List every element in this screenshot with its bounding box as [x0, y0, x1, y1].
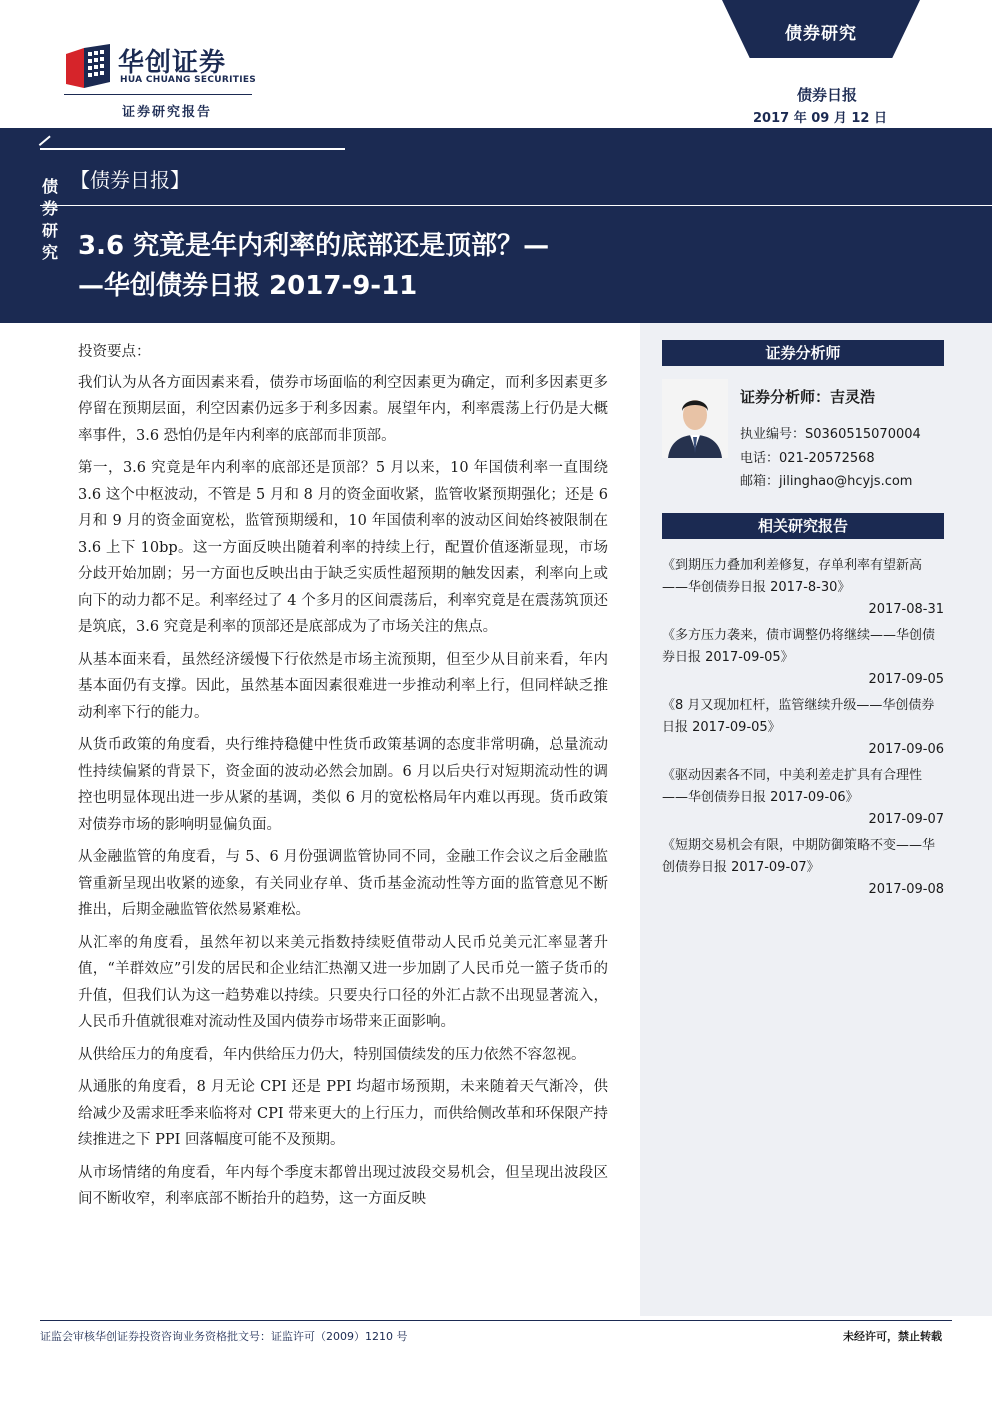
report-title: [78, 226, 549, 306]
related-report-item[interactable]: [662, 625, 944, 691]
company-logo-icon: [64, 44, 112, 88]
body-paragraph: 第一，3.6 究竟是年内利率的底部还是顶部？5 月以来，10 年国债利率一直围绕 3.6 这个中枢波动，不管是 5 月和 8 月的资金面收紧，监管收紧预期强化；还是 6 月和 9 月的资金面宽松，监管预期缓和，10 年国债利率的波动区间始终被限制在 3.6 上下 10bp。这一方面反映出随着利率的持续上行，配置价值逐渐显现，市场分歧开始加剧；另一方面也反映出由于缺乏实质性超预期的触发因素，利率向上或向下的动力都不足。利率经过了 4 个多月的区间震荡后，利率究竟是在震荡筑顶还是筑底，3.6 究竟是利率的顶部还是底部成为了市场关注的焦点。: [78, 460, 608, 635]
logo-divider: [64, 94, 252, 95]
related-report-item[interactable]: [662, 765, 944, 831]
related-report-title[interactable]: 《多方压力袭来，债市调整仍将继续——华创债券日报 2017-09-05》: [662, 628, 936, 665]
analyst-license: 执业编号：S0360515070004: [740, 427, 921, 442]
related-report-title[interactable]: 《8 月又现加杠杆，监管继续升级——华创债券日报 2017-09-05》: [662, 698, 935, 735]
category-tab-label: 债券研究: [785, 24, 857, 44]
company-name-en: HUA CHUANG SECURITIES: [120, 75, 257, 85]
related-report-item[interactable]: [662, 835, 944, 901]
banner-accent-line: [40, 148, 345, 150]
company-name-cn: 华创证券: [118, 48, 227, 78]
related-report-date: 2017-09-06: [868, 742, 944, 757]
body-paragraph: 从基本面来看，虽然经济缓慢下行依然是市场主流预期，但至少从目前来看，年内基本面仍有支撑。因此，虽然基本面因素很难进一步推动利率上行，但同样缺乏推动利率下行的能力。: [78, 651, 608, 721]
body-heading: 投资要点：: [78, 344, 151, 360]
body-paragraph: 从供给压力的角度看，年内供给压力仍大，特别国债续发的压力依然不容忽视。: [78, 1046, 586, 1063]
related-report-title[interactable]: 《短期交易机会有限，中期防御策略不变——华创债券日报 2017-09-07》: [662, 838, 936, 875]
body-paragraph: 从汇率的角度看，虽然年初以来美元指数持续贬值带动人民币兑美元汇率显著升值，“羊群效应”引发的居民和企业结汇热潮又进一步加剧了人民币兑一篮子货币的升值，但我们认为这一趋势难以持续。只要央行口径的外汇占款不出现显著流入，人民币升值就很难对流动性及国内债券市场带来正面影响。: [78, 934, 608, 1030]
related-report-item[interactable]: [662, 695, 944, 761]
related-report-date: 2017-08-31: [868, 602, 944, 617]
analyst-email[interactable]: 邮箱：jilinghao@hcyjs.com: [740, 474, 913, 489]
related-report-date: 2017-09-05: [868, 672, 944, 687]
vertical-category-label: 债券研究: [41, 177, 58, 262]
banner-divider: [40, 205, 992, 206]
related-report-title[interactable]: 《到期压力叠加利差修复，存单利率有望新高——华创债券日报 2017-8-30》: [662, 558, 923, 595]
banner-tag: 【债券日报】: [70, 168, 190, 192]
footer-license-text: 证监会审核华创证券投资咨询业务资格批文号：证监许可（2009）1210 号: [40, 1330, 408, 1343]
report-type: 债券日报: [796, 86, 857, 104]
analyst-phone: 电话：021-20572568: [740, 451, 875, 466]
related-report-title[interactable]: 《驱动因素各不同，中美利差走扩具有合理性——华创债券日报 2017-09-06》: [662, 768, 923, 805]
report-date: 2017 年 09 月 12 日: [753, 111, 887, 126]
body-paragraph: 从货币政策的角度看，央行维持稳健中性货币政策基调的态度非常明确，总量流动性持续偏紧的背景下，资金面的波动必然会加剧。6 月以后央行对短期流动性的调控也明显体现出进一步从紧的基调，类似 6 月的宽松格局年内难以再现。货币政策对债券市场的影响明显偏负面。: [78, 737, 608, 833]
related-report-item[interactable]: [662, 555, 944, 621]
report-title-line-1: 3.6 究竟是年内利率的底部还是顶部？—: [78, 231, 550, 261]
report-series-label: 证券研究报告: [122, 105, 213, 120]
report-title-line-2: —华创债券日报 2017-9-11: [78, 271, 418, 301]
body-paragraph: 从通胀的角度看，8 月无论 CPI 还是 PPI 均超市场预期，未来随着天气渐冷，供给减少及需求旺季来临将对 CPI 带来更大的上行压力，而供给侧改革和环保限产持续推进之下 PPI 回落幅度可能不及预期。: [78, 1079, 608, 1148]
footer-divider: [40, 1320, 952, 1321]
related-report-date: 2017-09-07: [868, 812, 944, 827]
related-reports-header: 相关研究报告: [662, 513, 944, 539]
body-paragraph: 从市场情绪的角度看，年内每个季度末都曾出现过波段交易机会，但呈现出波段区间不断收窄，利率底部不断抬升的趋势，这一方面反映: [78, 1164, 608, 1207]
analyst-section-header: 证券分析师: [662, 340, 944, 366]
body-paragraph: 我们认为从各方面因素来看，债券市场面临的利空因素更为确定，而利多因素更多停留在预期层面，利空因素仍远多于利多因素。展望年内，利率震荡上行仍是大概率事件，3.6 恐怕仍是年内利率的底部而非顶部。: [78, 374, 608, 444]
analyst-name: 证券分析师：吉灵浩: [740, 388, 876, 406]
related-report-date: 2017-09-08: [868, 882, 944, 897]
footer-notice: 未经许可，禁止转载: [843, 1330, 942, 1343]
body-paragraph: 从金融监管的角度看，与 5、6 月份强调监管协同不同，金融工作会议之后金融监管重新呈现出收紧的迹象，有关同业存单、货币基金流动性等方面的监管意见不断推出，后期金融监管依然易紧难松。: [78, 849, 608, 918]
analyst-photo: [662, 379, 728, 458]
report-body: [78, 339, 608, 1219]
